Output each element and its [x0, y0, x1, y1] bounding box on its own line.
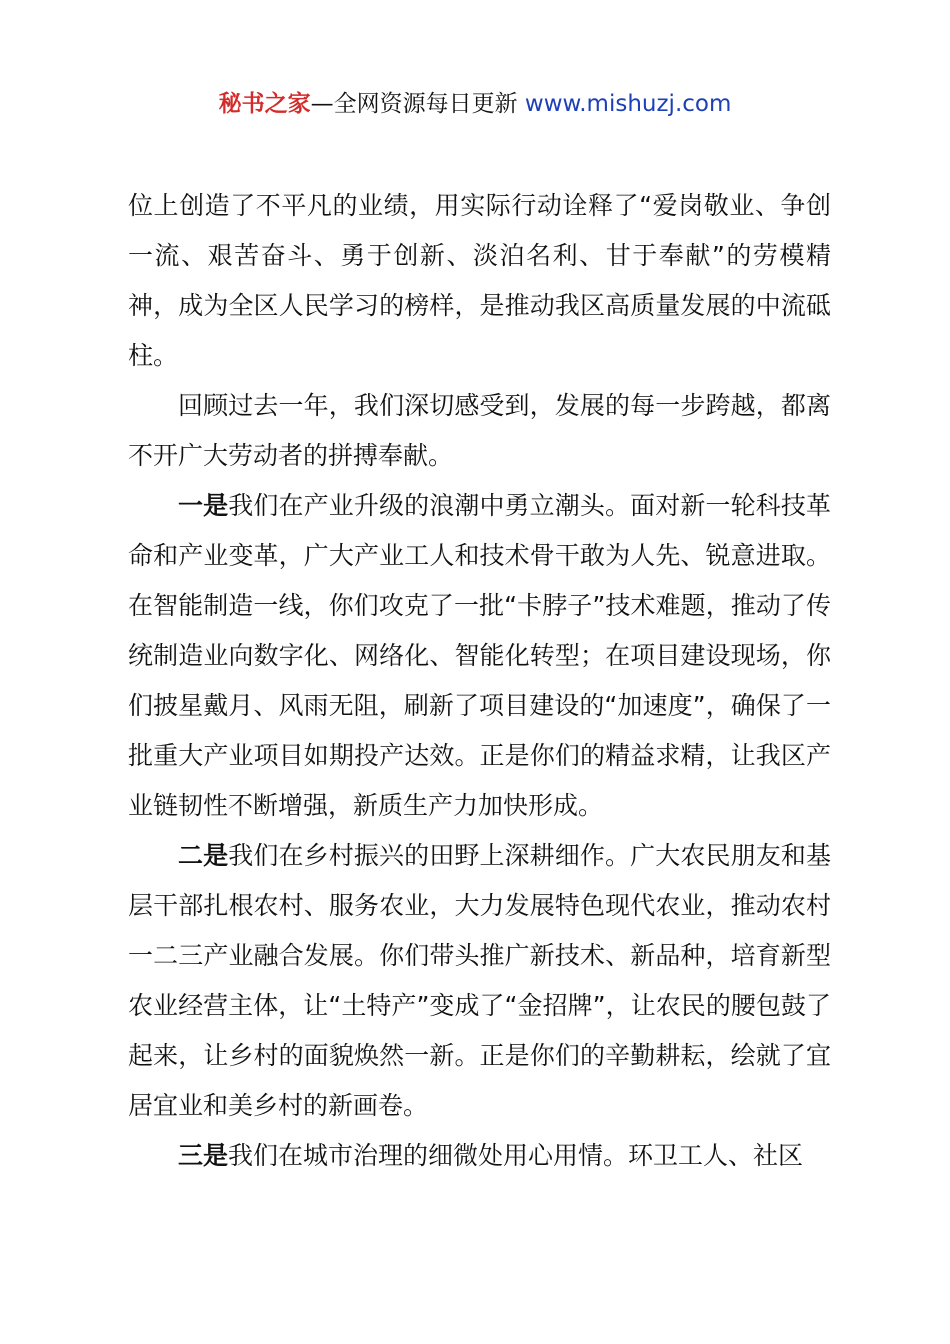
brand-name: 秘书之家 — [218, 91, 311, 117]
page-header — [0, 86, 950, 122]
paragraph-point-three — [128, 1131, 831, 1181]
paragraph-lead: 三是 — [178, 1141, 229, 1170]
paragraph-text: 回顾过去一年，我们深切感受到，发展的每一步跨越，都离不开广大劳动者的拼搏奉献。 — [128, 391, 831, 470]
paragraph-continuation — [128, 181, 831, 381]
header-tagline: —全网资源每日更新 — [310, 91, 525, 117]
paragraph-point-one — [128, 481, 831, 831]
paragraph-lead: 一是 — [178, 491, 229, 520]
paragraph-lead: 二是 — [178, 841, 229, 870]
website-link[interactable]: www.mishuzj.com — [524, 91, 732, 117]
paragraph-text: 我们在乡村振兴的田野上深耕细作。广大农民朋友和基层干部扎根农村、服务农业，大力发展特色现代农业，推动农村一二三产业融合发展。你们带头推广新技术、新品种，培育新型农业经营主体，让“土特产”变成了“金招牌”，让农民的腰包鼓了起来，让乡村的面貌焕然一新。正是你们的辛勤耕耘，绘就了宜居宜业和美乡村的新画卷。 — [128, 841, 831, 1120]
paragraph-text: 我们在城市治理的细微处用心用情。环卫工人、社区 — [228, 1141, 804, 1170]
paragraph-point-two — [128, 831, 831, 1131]
document-body — [128, 181, 831, 1181]
paragraph-text: 位上创造了不平凡的业绩，用实际行动诠释了“爱岗敬业、争创一流、艰苦奋斗、勇于创新、淡泊名利、甘于奉献”的劳模精神，成为全区人民学习的榜样，是推动我区高质量发展的中流砥柱。 — [128, 191, 831, 370]
paragraph-text: 我们在产业升级的浪潮中勇立潮头。面对新一轮科技革命和产业变革，广大产业工人和技术骨干敢为人先、锐意进取。在智能制造一线，你们攻克了一批“卡脖子”技术难题，推动了传统制造业向数字化、网络化、智能化转型；在项目建设现场，你们披星戴月、风雨无阻，刷新了项目建设的“加速度”，确保了一批重大产业项目如期投产达效。正是你们的精益求精，让我区产业链韧性不断增强，新质生产力加快形成。 — [128, 491, 831, 820]
paragraph-review — [128, 381, 831, 481]
